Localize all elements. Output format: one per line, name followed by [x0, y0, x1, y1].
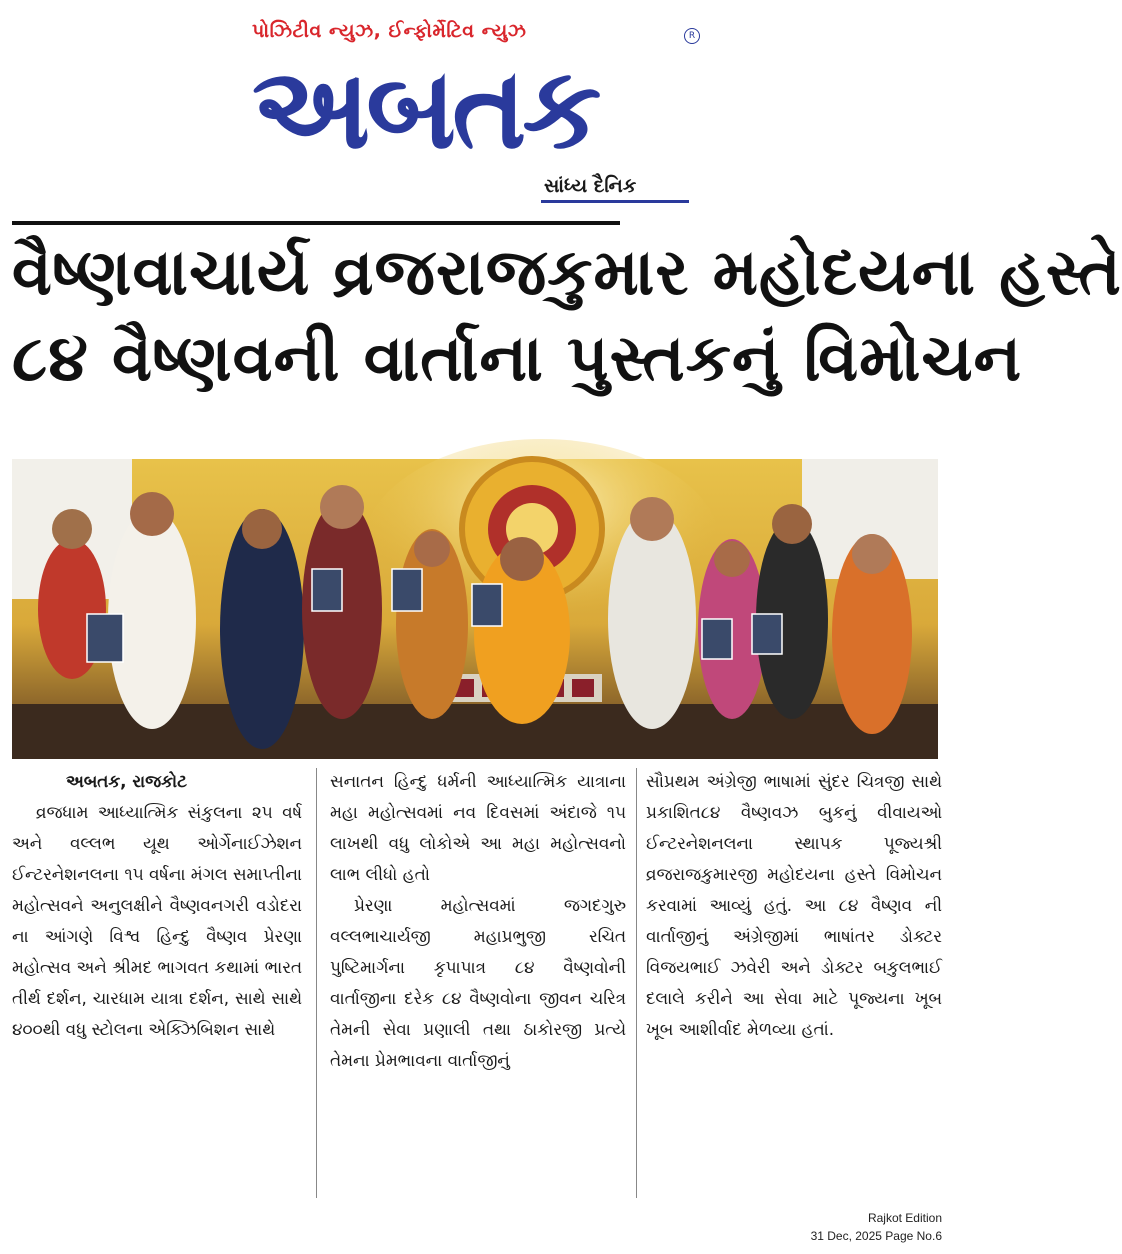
article-paragraph: સનાતન હિન્દુ ધર્મની આધ્યાત્મિક યાત્રાના મહા મહોત્સવમાં નવ દિવસમાં અંદાજે ૧૫ લાખથી વધુ લોકોએ આ મહા મહોત્સવનો લાભ લીધો હતો [330, 771, 626, 884]
event-photo-image [12, 459, 938, 759]
article-column-1 [12, 766, 302, 1045]
page-footer [811, 1209, 942, 1245]
headline-line-1: વૈષ્ણવાચાર્ય વ્રજરાજકુમાર મહોદયના હસ્તે [12, 235, 1122, 310]
article-column-3 [646, 766, 942, 1045]
column-divider [316, 768, 317, 1198]
event-photo [12, 459, 938, 759]
masthead [0, 0, 954, 210]
registered-mark-icon: R [684, 28, 700, 44]
column-divider [636, 768, 637, 1198]
newspaper-logo: અબતક [252, 44, 598, 174]
article-paragraph: સૌપ્રથમ અંગ્રેજી ભાષામાં સુંદર ચિત્રજી સાથે પ્રકાશિત૮૪ વૈષ્ણવઝ બુકનું વીવાયઓ ઈન્ટરનેશનલના સ્થાપક પૂજ્યશ્રી વ્રજરાજકુમારજી મહોદયના હસ્તે વિમોચન કરવામાં આવ્યું હતું. આ ૮૪ વૈષ્ણવ ની વાર્તાજીનું અંગ્રેજીમાં ભાષાંતર ડોક્ટર વિજયભાઈ ઝવેરી અને ડોક્ટર બકુલભાઈ દલાલે કરીને આ સેવા માટે પૂજ્યના ખૂબ ખૂબ આશીર્વાદ મેળવ્યા હતાં. [646, 771, 942, 1039]
article-body [12, 766, 942, 1206]
logo-underline [541, 200, 689, 203]
article-column-2 [330, 766, 626, 1076]
date-page-label: 31 Dec, 2025 Page No.6 [810, 1229, 942, 1243]
headline-rule [12, 221, 620, 225]
edition-type: સાંધ્ય દૈનિક [544, 175, 637, 197]
article-paragraph: પ્રેરણા મહોત્સવમાં જગદગુરુ વલ્લભાચાર્યજી મહાપ્રભુજી રચિત પુષ્ટિમાર્ગના કૃપાપાત્ર ૮૪ વૈષ્ણવોની વાર્તાજીના દરેક ૮૪ વૈષ્ણવોના જીવન ચરિત્ર તેમની સેવા પ્રણાલી તથા ઠાકોરજી પ્રત્યે તેમના પ્રેમભાવના વાર્તાજીનું [330, 895, 626, 1070]
tagline: પોઝિટીવ ન્યુઝ, ઈન્ફોર્મેટિવ ન્યુઝ [252, 20, 527, 42]
edition-label: Rajkot Edition [867, 1211, 942, 1225]
headline-line-2: ૮૪ વૈષ્ણવની વાર્તાના પુસ્તકનું વિમોચન [12, 321, 1023, 396]
dateline: અબતક, રાજકોટ [66, 771, 187, 791]
headline [12, 230, 1122, 402]
article-paragraph: વ્રજધામ આધ્યાત્મિક સંકુલના ૨૫ વર્ષ અને વલ્લભ યૂથ ઓર્ગેનાઈઝેશન ઈન્ટરનેશનલના ૧૫ વર્ષના મંગલ સમાપ્તીના મહોત્સવને અનુલક્ષીને વૈષ્ણવનગરી વડોદરા ના આંગણે વિશ્વ હિન્દુ વૈષ્ણવ પ્રેરણા મહોત્સવ અને શ્રીમદ ભાગવત કથામાં ભારત તીર્થ દર્શન, ચારધામ યાત્રા દર્શન, સાથે સાથે ૪૦૦થી વધુ સ્ટોલના એક્ઝિબિશન સાથે [12, 802, 302, 1039]
